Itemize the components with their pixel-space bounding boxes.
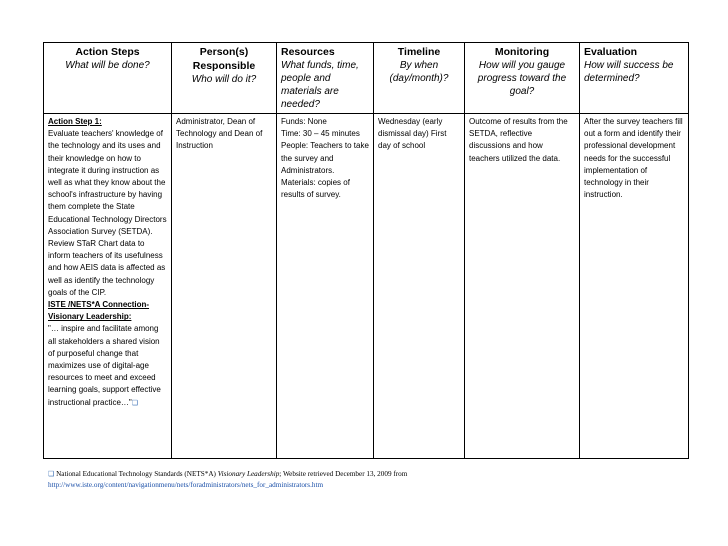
header-timeline — [374, 43, 465, 114]
person-title-line-1: Person(s) — [199, 46, 249, 58]
footnote-text-a: National Educational Technology Standards (NETS*A) — [56, 470, 216, 478]
cell-person-responsible — [172, 114, 277, 459]
footnote-text-italic: Visionary Leadership — [217, 470, 280, 478]
timeline-title: Timeline — [397, 46, 441, 58]
cell-evaluation — [580, 114, 689, 459]
evaluation-title: Evaluation — [584, 46, 638, 58]
iste-connection-label: ISTE /NETS*A Connection-Visionary Leadership: — [48, 300, 150, 322]
footnote — [48, 469, 688, 491]
footnote-ref-icon[interactable]: ❏ — [131, 399, 139, 407]
footnote-marker-icon: ❏ — [48, 470, 55, 478]
header-action-steps — [44, 43, 172, 114]
resources-people: People: Teachers to take the survey and Administrators. — [281, 141, 369, 175]
footnote-text-b: ; Website retrieved December 13, 2009 from — [279, 470, 408, 478]
action-steps-title: Action Steps — [75, 46, 140, 58]
resources-funds: Funds: None — [281, 117, 327, 126]
evaluation-subtitle: How will success be determined? — [584, 60, 674, 84]
header-monitoring — [465, 43, 580, 114]
action-step-text-1: Evaluate teachers' knowledge of the technology and its uses and their knowledge on how to integrate it during instruction as well as what they know about the school's infrastructure by having them complete the State Educational Technology Directors Association Survey (SETDA). — [48, 129, 167, 236]
person-responsible-text: Administrator, Dean of Technology and Dean of Instruction — [176, 117, 263, 151]
timeline-text: Wednesday (early dismissal day) First day of school — [378, 117, 447, 151]
footnote-url-link[interactable]: http://www.iste.org/content/navigationmenu/nets/foradministrators/nets_for_administrators.htm — [48, 481, 324, 489]
evaluation-text: After the survey teachers fill out a form and identify their professional development needs for the successful implementation of technology in their instruction. — [584, 117, 683, 200]
cell-monitoring — [465, 114, 580, 459]
monitoring-subtitle: How will you gauge progress toward the goal? — [477, 60, 567, 97]
cell-timeline — [374, 114, 465, 459]
header-resources — [277, 43, 374, 114]
resources-materials: Materials: copies of results of survey. — [281, 178, 350, 200]
monitoring-title: Monitoring — [494, 46, 550, 58]
resources-subtitle: What funds, time, people and materials are needed? — [281, 60, 359, 110]
timeline-subtitle: By when (day/month)? — [389, 60, 449, 84]
action-steps-subtitle: What will be done? — [65, 60, 150, 71]
person-title-line-2: Responsible — [192, 60, 256, 72]
iste-quote: "… inspire and facilitate among all stakeholders a shared vision of purposeful change that maximizes use of digital-age resources to meet and exceed learning goals, support effective instructional practice…" — [48, 324, 161, 407]
cell-action-step — [44, 114, 172, 459]
header-evaluation — [580, 43, 689, 114]
person-subtitle: Who will do it? — [191, 74, 257, 85]
action-step-text-2: Review STaR Chart data to inform teachers of its usefulness and how AEIS data is affected as well as identify the technology goals of the CIP. — [48, 239, 166, 297]
action-step-label: Action Step 1: — [48, 117, 102, 126]
cell-resources — [277, 114, 374, 459]
table-header-row — [44, 43, 689, 114]
resources-title: Resources — [281, 46, 335, 58]
monitoring-text: Outcome of results from the SETDA, reflective discussions and how teachers utilized the data. — [469, 117, 568, 163]
resources-time: Time: 30 – 45 minutes — [281, 129, 360, 139]
header-person-responsible — [172, 43, 277, 114]
table-row — [44, 114, 689, 459]
action-plan-table — [43, 42, 689, 459]
